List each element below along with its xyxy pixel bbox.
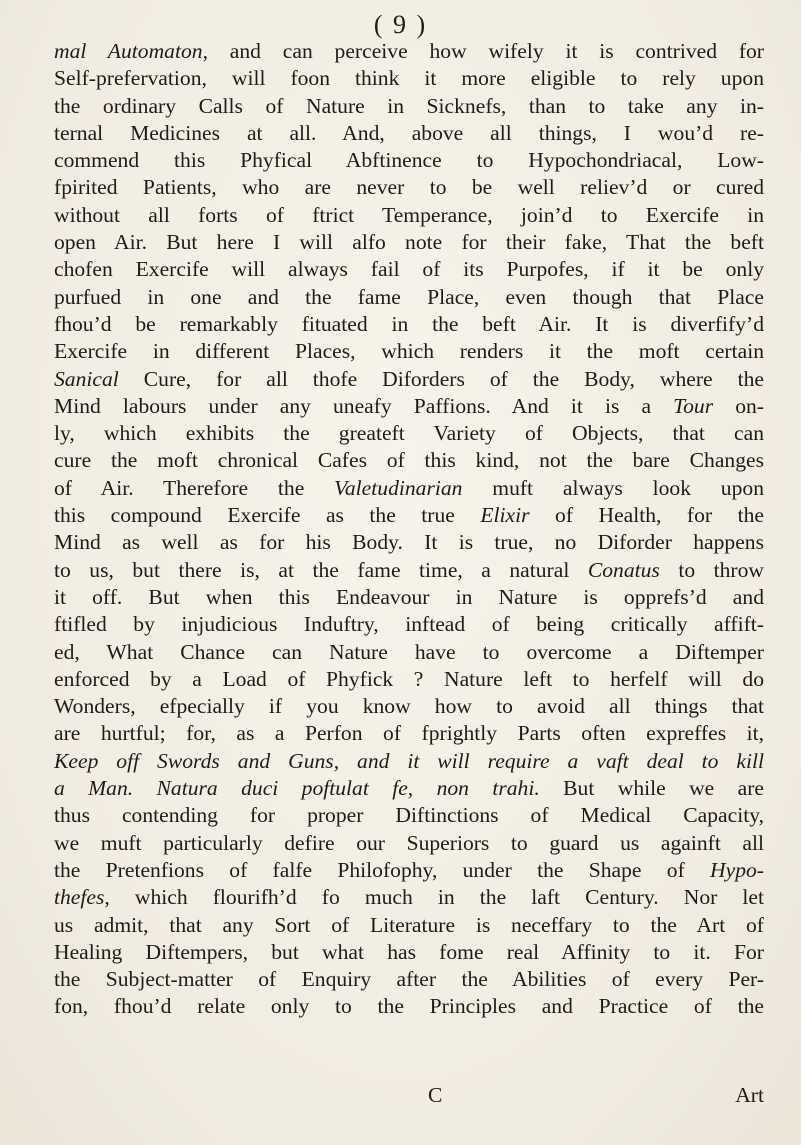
text-run: on- bbox=[713, 393, 764, 418]
text-run: us admit, that any Sort of Literature is neceffary to the Art of bbox=[54, 912, 764, 937]
italic-run: Keep off Swords and Guns, and it will require a vaft deal to kill bbox=[54, 748, 764, 773]
text-run: Exercife in different Places, which renders it the moft certain bbox=[54, 339, 764, 364]
text-run: But while we are bbox=[539, 776, 764, 801]
text-run: ed, What Chance can Nature have to overcome a Diftemper bbox=[54, 639, 764, 664]
catchword: Art bbox=[735, 1083, 764, 1107]
text-run: Mind labours under any uneafy Paffions. And it is a bbox=[54, 393, 674, 418]
text-line bbox=[54, 393, 764, 420]
text-line bbox=[54, 447, 764, 474]
text-run: of Health, for the bbox=[529, 503, 764, 528]
text-run: fpirited Patients, who are never to be well reliev’d or cured bbox=[54, 175, 764, 200]
italic-run: Elixir bbox=[480, 503, 530, 528]
text-line bbox=[54, 38, 764, 65]
text-run: are hurtful; for, as a Perfon of fprightly Parts often expreffes it, bbox=[54, 721, 764, 746]
italic-run: a Man. Natura duci poftulat fe, non trahi. bbox=[54, 776, 540, 801]
text-run: fon, fhou’d relate only to the Principles and Practice of the bbox=[54, 994, 764, 1019]
text-run: ternal Medicines at all. And, above all things, I wou’d re- bbox=[54, 120, 764, 145]
text-line bbox=[54, 639, 764, 666]
text-line bbox=[54, 720, 764, 747]
text-line bbox=[54, 912, 764, 939]
text-line bbox=[54, 775, 764, 802]
text-line bbox=[54, 147, 764, 174]
text-line bbox=[54, 748, 764, 775]
text-run: Cure, for all thofe Diforders of the Body, where the bbox=[118, 366, 764, 391]
text-run: Wonders, efpecially if you know how to avoid all things that bbox=[54, 694, 764, 719]
text-line bbox=[54, 229, 764, 256]
text-line bbox=[54, 120, 764, 147]
text-run: to us, but there is, at the fame time, a natural bbox=[54, 557, 588, 582]
italic-run: mal Automaton bbox=[54, 39, 203, 63]
text-line bbox=[54, 557, 764, 584]
text-run: cure the moft chronical Cafes of this kind, not the bare Changes bbox=[54, 448, 764, 473]
text-run: of Air. Therefore the bbox=[54, 475, 335, 500]
text-line bbox=[54, 584, 764, 611]
text-line bbox=[54, 611, 764, 638]
text-run: chofen Exercife will always fail of its Purpofes, if it be only bbox=[54, 257, 764, 282]
page-footer bbox=[54, 1083, 764, 1111]
text-line bbox=[54, 993, 764, 1020]
text-run: open Air. But here I will alfo note for their fake, That the beft bbox=[54, 230, 764, 255]
text-run: muft always look upon bbox=[462, 475, 764, 500]
italic-run: Tour bbox=[673, 393, 714, 418]
text-line bbox=[54, 830, 764, 857]
text-run: , and can perceive how wifely it is contrived for bbox=[202, 39, 764, 63]
page-number: ( 9 ) bbox=[373, 10, 428, 39]
italic-run: Conatus bbox=[587, 557, 660, 582]
text-line bbox=[54, 420, 764, 447]
text-run: purfued in one and the fame Place, even though that Place bbox=[54, 284, 764, 309]
text-run: to throw bbox=[659, 557, 764, 582]
text-line bbox=[54, 174, 764, 201]
text-line bbox=[54, 202, 764, 229]
text-run: Self-prefervation, will foon think it more eligible to rely upon bbox=[54, 66, 764, 91]
text-run: without all forts of ftrict Temperance, join’d to Exercife in bbox=[54, 202, 764, 227]
text-run: Healing Diftempers, but what has fome real Affinity to it. For bbox=[54, 939, 764, 964]
text-line bbox=[54, 338, 764, 365]
text-line bbox=[54, 802, 764, 829]
text-line bbox=[54, 884, 764, 911]
text-line bbox=[54, 693, 764, 720]
text-line bbox=[54, 529, 764, 556]
text-line bbox=[54, 65, 764, 92]
text-run: commend this Phyfical Abftinence to Hypochondriacal, Low- bbox=[54, 148, 764, 173]
text-run: thus contending for proper Diftinctions of Medical Capacity, bbox=[54, 803, 764, 828]
text-run: the ordinary Calls of Nature in Sicknefs, than to take any in- bbox=[54, 93, 764, 118]
text-line bbox=[54, 939, 764, 966]
text-line bbox=[54, 966, 764, 993]
text-run: the Subject-matter of Enquiry after the Abilities of every Per- bbox=[54, 967, 764, 992]
text-run: , which flourifh’d fo much in the laft Century. Nor let bbox=[104, 885, 764, 910]
text-run: enforced by a Load of Phyfick ? Nature left to herfelf will do bbox=[54, 666, 764, 691]
text-run: we muft particularly defire our Superiors to guard us againft all bbox=[54, 830, 764, 855]
body-text bbox=[54, 38, 764, 1021]
text-line bbox=[54, 284, 764, 311]
text-line bbox=[54, 475, 764, 502]
text-line bbox=[54, 666, 764, 693]
text-run: this compound Exercife as the true bbox=[54, 503, 481, 528]
text-line bbox=[54, 857, 764, 884]
italic-run: Hypo- bbox=[710, 857, 764, 882]
text-line bbox=[54, 502, 764, 529]
text-run: it off. But when this Endeavour in Nature is opprefs’d and bbox=[54, 584, 764, 609]
text-line bbox=[54, 311, 764, 338]
italic-run: thefes bbox=[54, 885, 105, 910]
text-run: ly, which exhibits the greateft Variety of Objects, that can bbox=[54, 421, 764, 446]
text-run: the Pretenfions of falfe Philofophy, under the Shape of bbox=[54, 857, 711, 882]
text-run: Mind as well as for his Body. It is true, no Diforder happens bbox=[54, 530, 764, 555]
text-line bbox=[54, 366, 764, 393]
italic-run: Valetudinarian bbox=[334, 475, 463, 500]
text-run: fhou’d be remarkably fituated in the beft Air. It is diverfify’d bbox=[54, 311, 764, 336]
signature-mark: C bbox=[428, 1083, 443, 1107]
text-line bbox=[54, 93, 764, 120]
text-line bbox=[54, 256, 764, 283]
text-run: ftifled by injudicious Induftry, inftead of being critically affift- bbox=[54, 612, 764, 637]
italic-run: Sanical bbox=[54, 366, 119, 391]
